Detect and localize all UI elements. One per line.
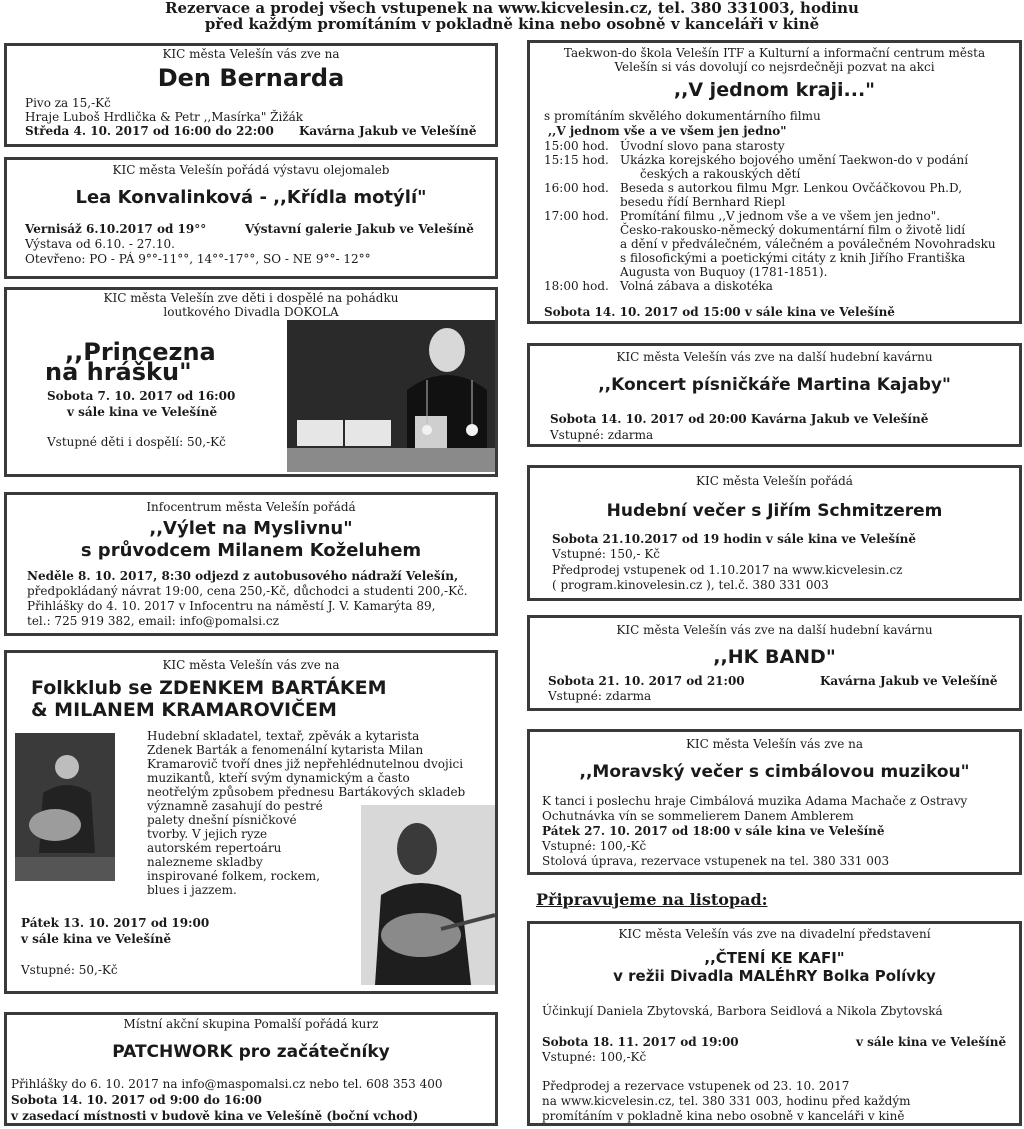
program-row — [544, 139, 996, 153]
event-price: Vstupné: zdarma — [550, 428, 654, 442]
program-line: Augusta von Buquoy (1781-1851). — [620, 265, 828, 279]
description-line: inspirované folkem, rockem, — [147, 869, 320, 883]
event-title: PATCHWORK pro začátečníky — [112, 1042, 390, 1062]
event-date: Sobota 7. 10. 2017 od 16:00 — [47, 389, 236, 403]
description-line: palety dnešní písničkové — [147, 813, 297, 827]
event-place: v sále kina ve Velešíně — [67, 405, 218, 419]
event-intro: KIC města Velešín pořádá — [696, 474, 853, 488]
event-date: Pátek 13. 10. 2017 od 19:00 — [21, 916, 210, 930]
description-line: autorském repertoáru — [147, 841, 282, 855]
event-text: Předprodej vstupenek od 1.10.2017 na www.kicvelesin.cz — [552, 563, 903, 577]
zdenek-bartak-photo — [15, 733, 115, 881]
event-text: na www.kicvelesin.cz, tel. 380 331 003, hodinu před každým — [542, 1094, 911, 1108]
program-line: Beseda s autorkou filmu Mgr. Lenkou Ovčáčkovou Ph.D, — [620, 181, 963, 195]
event-text: Stolová úprava, rezervace vstupenek na tel. 380 331 003 — [542, 854, 890, 868]
event-text: Předprodej a rezervace vstupenek od 23. 10. 2017 — [542, 1079, 850, 1093]
program-text — [620, 181, 962, 209]
event-den-bernarda — [4, 43, 498, 147]
program-text — [620, 139, 785, 153]
event-text: Přihlášky do 4. 10. 2017 v Infocentru na náměstí J. V. Kamarýta 89, — [27, 599, 436, 613]
program-line: s filosofickými a poetickými citáty z knih Jiřího Františka — [620, 251, 966, 265]
event-text: Přihlášky do 6. 10. 2017 na info@maspomalsi.cz nebo tel. 608 353 400 — [11, 1077, 443, 1091]
event-schmitzer — [527, 465, 1022, 601]
event-intro: Infocentrum města Velešín pořádá — [146, 500, 356, 514]
event-title: Folkklub se ZDENKEM BARTÁKEM — [31, 677, 387, 699]
program-line: českých a rakouských dětí — [640, 167, 801, 181]
event-price: Vstupné děti i dospělí: 50,-Kč — [47, 435, 226, 449]
event-date: Sobota 14. 10. 2017 od 9:00 do 16:00 — [11, 1093, 262, 1107]
event-intro: Velešín si vás dovolují co nejsrdečněji pozvat na akci — [614, 60, 935, 74]
event-title: ,,Výlet na Myslivnu" — [149, 518, 353, 539]
event-title: & MILANEM KRAMAROVIČEM — [31, 699, 337, 721]
event-price: Vstupné: 100,-Kč — [542, 839, 647, 853]
program-line: besedu řídí Bernhard Riepl — [620, 195, 786, 209]
event-intro: KIC města Velešín zve děti i dospělé na pohádku — [103, 291, 399, 305]
event-text: Výstava od 6.10. - 27.10. — [25, 237, 175, 251]
event-folkklub — [4, 650, 498, 994]
event-intro: KIC města Velešín vás zve na — [685, 737, 864, 751]
event-title: ,,HK BAND" — [713, 646, 836, 668]
program-line: Úvodní slovo pana starosty — [620, 139, 785, 153]
event-date: Neděle 8. 10. 2017, 8:30 odjezd z autobusového nádraží Velešín, — [27, 569, 459, 583]
event-program — [544, 139, 996, 293]
program-time: 18:00 hod. — [544, 279, 609, 293]
program-row — [544, 153, 996, 181]
event-v-jednom-kraji — [527, 40, 1022, 324]
event-intro: KIC města Velešín vás zve na další hudební kavárnu — [616, 623, 933, 637]
description-line: Hudební skladatel, textař, zpěvák a kytarista — [147, 729, 420, 743]
program-text — [620, 279, 773, 293]
event-text: Otevřeno: PO - PÁ 9°°-11°°, 14°°-17°°, SO - NE 9°°- 12°° — [25, 252, 371, 266]
event-koncert-kajaby — [527, 343, 1022, 447]
puppet-theatre-illustration — [287, 320, 495, 472]
event-place: v sále kina ve Velešíně — [21, 932, 172, 946]
event-date: Vernisáž 6.10.2017 od 19°° — [25, 222, 207, 236]
event-date: Sobota 14. 10. 2017 od 15:00 v sále kina ve Velešíně — [544, 305, 895, 319]
program-row — [544, 279, 996, 293]
event-text: K tanci i poslechu hraje Cimbálová muzika Adama Machače z Ostravy — [542, 794, 968, 808]
event-intro: KIC města Velešín vás zve na divadelní představení — [618, 927, 931, 941]
event-princezna-na-hrasku — [4, 287, 498, 477]
event-title: na hrášku" — [45, 358, 192, 386]
event-text: s promítáním skvělého dokumentárního filmu — [544, 109, 821, 123]
event-place: v sále kina ve Velešíně — [856, 1035, 1007, 1049]
description-line: blues i jazzem. — [147, 883, 237, 897]
description-line: Zdenek Barták a fenomenální kytarista Milan — [147, 743, 424, 757]
program-time: 17:00 hod. — [544, 209, 609, 223]
event-text: předpokládaný návrat 19:00, cena 250,-Kč, důchodci a studenti 200,-Kč. — [27, 584, 468, 598]
event-cast: Účinkují Daniela Zbytovská, Barbora Seidlová a Nikola Zbytovská — [542, 1004, 943, 1018]
event-text: tel.: 725 919 382, email: info@pomalsi.cz — [27, 614, 279, 628]
event-text: Hraje Luboš Hrdlička & Petr ,,Masírka" Žižák — [25, 110, 304, 124]
event-title: ,,Koncert písničkáře Martina Kajaby" — [598, 375, 951, 395]
program-time: 15:00 hod. — [544, 139, 609, 153]
program-time: 16:00 hod. — [544, 181, 609, 195]
program-row — [544, 209, 996, 279]
event-intro: KIC města Velešín vás zve na — [162, 658, 340, 672]
description-line: nalezneme skladby — [147, 855, 263, 869]
program-time: 15:15 hod. — [544, 153, 609, 167]
event-intro: loutkového Divadla DOKOLA — [163, 305, 339, 319]
description-line: neotřelým způsobem přednesu Bartákových skladeb — [147, 785, 466, 799]
event-intro: Taekwon-do škola Velešín ITF a Kulturní a informační centrum města — [563, 46, 986, 60]
event-price: Vstupné: 150,- Kč — [552, 547, 661, 561]
event-date: Sobota 21.10.2017 od 19 hodin v sále kina ve Velešíně — [552, 532, 917, 546]
event-price: Vstupné: 50,-Kč — [21, 963, 118, 977]
puppet-theatre-photo — [287, 320, 495, 472]
film-title: ,,V jednom vše a ve všem jen jedno" — [548, 124, 787, 138]
event-cteni-ke-kafi — [527, 921, 1022, 1126]
program-line: a dění v předválečném, válečném a poválečném Novohradsku — [620, 237, 996, 251]
program-line: Promítání filmu ,,V jednom vše a ve všem jen jedno". — [620, 209, 941, 223]
event-date: Sobota 18. 11. 2017 od 19:00 — [542, 1035, 739, 1049]
folk-description — [147, 729, 465, 897]
program-text — [620, 153, 968, 181]
event-title: ,,V jednom kraji..." — [673, 79, 876, 101]
event-text: Ochutnávka vín se sommelierem Danem Amblerem — [542, 809, 854, 823]
description-line: významně zasahují do pestré — [147, 799, 323, 813]
program-line: Volná zábava a diskotéka — [620, 279, 773, 293]
event-intro: Místní akční skupina Pomalší pořádá kurz — [123, 1017, 379, 1031]
event-intro: KIC města Velešín pořádá výstavu olejomaleb — [112, 163, 390, 177]
event-title: ,,Princezna — [65, 338, 216, 366]
event-place: Kavárna Jakub ve Velešíně — [299, 124, 477, 138]
event-title: ,,Moravský večer s cimbálovou muzikou" — [579, 762, 970, 782]
description-line: muzikantů, kteří svým dynamickým a často — [147, 771, 410, 785]
event-title: ,,ČTENÍ KE KAFI" — [704, 949, 845, 967]
event-title: s průvodcem Milanem Koželuhem — [80, 540, 422, 561]
event-title: Hudební večer s Jiřím Schmitzerem — [606, 501, 943, 521]
event-text: ( program.kinovelesin.cz ), tel.č. 380 331 003 — [552, 578, 829, 592]
description-line: tvorby. V jejich ryze — [147, 827, 268, 841]
program-row — [544, 181, 996, 209]
event-date: Středa 4. 10. 2017 od 16:00 do 22:00 — [25, 124, 274, 138]
event-price: Vstupné: 100,-Kč — [542, 1050, 647, 1064]
header-line-2: před každým promítáním v pokladně kina nebo osobně v kanceláři v kině — [204, 15, 820, 33]
event-hk-band — [527, 615, 1022, 711]
description-line: Kramarovič tvoří dnes již nepřehlédnutelnou dvojici — [147, 757, 464, 771]
guitarist-illustration — [15, 733, 115, 881]
event-text: Pivo za 15,-Kč — [25, 96, 111, 110]
event-place: Výstavní galerie Jakub ve Velešíně — [245, 222, 474, 236]
event-price: Vstupné: zdarma — [548, 689, 652, 703]
event-subtitle: v režii Divadla MALÉhRY Bolka Polívky — [613, 967, 936, 985]
program-text — [620, 209, 996, 279]
event-place: v zasedací místnosti v budově kina ve Velešíně (boční vchod) — [11, 1109, 419, 1123]
event-date: Pátek 27. 10. 2017 od 18:00 v sále kina ve Velešíně — [542, 824, 885, 838]
event-patchwork — [4, 1012, 498, 1126]
event-vylet-na-myslivnu — [4, 492, 498, 636]
event-lea-konvalinkova — [4, 157, 498, 279]
event-date: Sobota 21. 10. 2017 od 21:00 — [548, 674, 745, 688]
november-heading: Připravujeme na listopad: — [536, 890, 768, 909]
event-date: Sobota 14. 10. 2017 od 20:00 Kavárna Jakub ve Velešíně — [550, 412, 929, 426]
program-line: Česko-rakousko-německý dokumentární film o životě lidí — [620, 223, 966, 237]
page-header — [0, 0, 1024, 32]
event-intro: KIC města Velešín vás zve na — [162, 47, 340, 61]
event-moravsky-vecer — [527, 729, 1022, 875]
event-text: promítáním v pokladně kina nebo osobně v kanceláři v kině — [542, 1109, 905, 1123]
event-title: Lea Konvalinková - ,,Křídla motýlí" — [75, 187, 427, 208]
event-title: Den Bernarda — [157, 64, 345, 92]
event-place: Kavárna Jakub ve Velešíně — [820, 674, 998, 688]
header-line-1: Rezervace a prodej všech vstupenek na www.kicvelesin.cz, tel. 380 331003, hodinu — [165, 0, 859, 17]
program-line: Ukázka korejského bojového umění Taekwon-do v podání — [620, 153, 969, 167]
event-intro: KIC města Velešín vás zve na další hudební kavárnu — [616, 350, 933, 364]
